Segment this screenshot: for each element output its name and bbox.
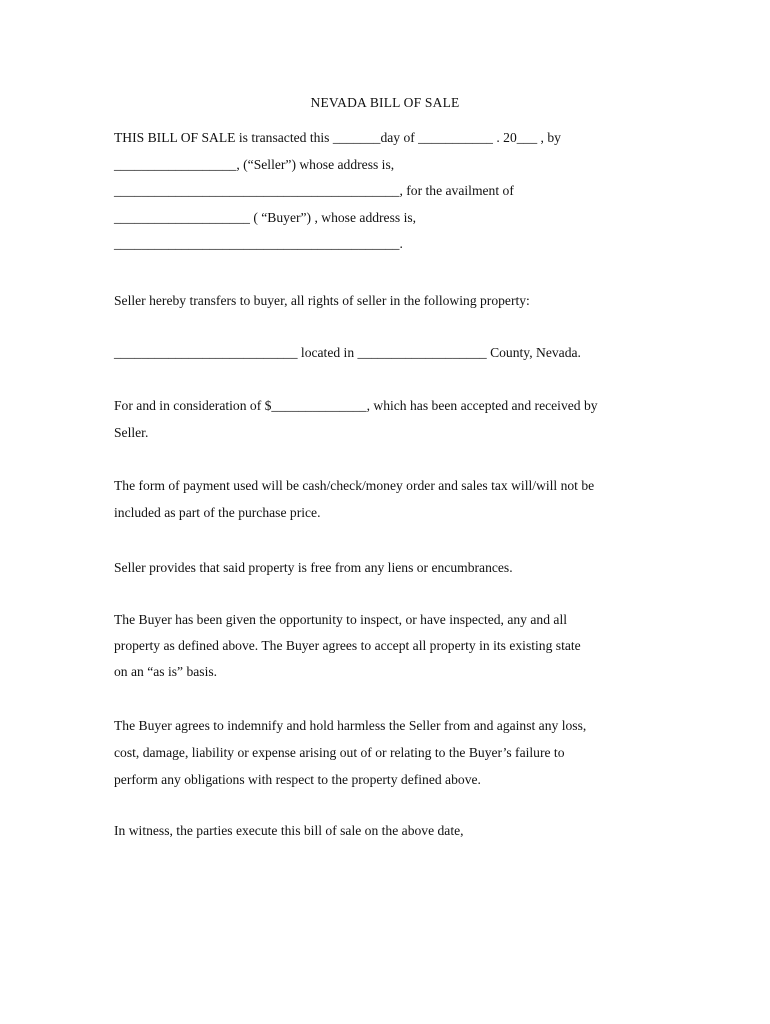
text-line: included as part of the purchase price. — [114, 505, 321, 520]
text-line: on an “as is” basis. — [114, 664, 218, 679]
text-line: Seller hereby transfers to buyer, all rights of seller in the following property: — [114, 293, 530, 308]
text-line: The Buyer has been given the opportunity to inspect, or have inspected, any and all — [114, 612, 567, 627]
text-line: The Buyer agrees to indemnify and hold harmless the Seller from and against any loss, — [114, 718, 587, 733]
text-line: __________________________________________. — [114, 236, 403, 251]
document-title: NEVADA BILL OF SALE — [310, 95, 460, 110]
text-line: __________________, (“Seller”) whose address is, — [114, 157, 395, 172]
text-line: For and in consideration of $______________, which has been accepted and received by — [114, 398, 598, 413]
text-line: Seller provides that said property is free from any liens or encumbrances. — [114, 560, 513, 575]
text-line: property as defined above. The Buyer agrees to accept all property in its existing state — [114, 638, 581, 653]
text-line: THIS BILL OF SALE is transacted this _______day of ___________ . 20___ , by — [114, 130, 561, 145]
text-line: Seller. — [114, 425, 149, 440]
text-line: The form of payment used will be cash/check/money order and sales tax will/will not be — [114, 478, 595, 493]
text-line: ___________________________ located in ___________________ County, Nevada. — [114, 345, 581, 360]
text-line: cost, damage, liability or expense arising out of or relating to the Buyer’s failure to — [114, 745, 565, 760]
text-line: __________________________________________, for the availment of — [114, 183, 514, 198]
text-line: ____________________ ( “Buyer”) , whose address is, — [114, 210, 417, 225]
text-line: In witness, the parties execute this bill of sale on the above date, — [114, 823, 464, 838]
text-line: perform any obligations with respect to the property defined above. — [114, 772, 481, 787]
